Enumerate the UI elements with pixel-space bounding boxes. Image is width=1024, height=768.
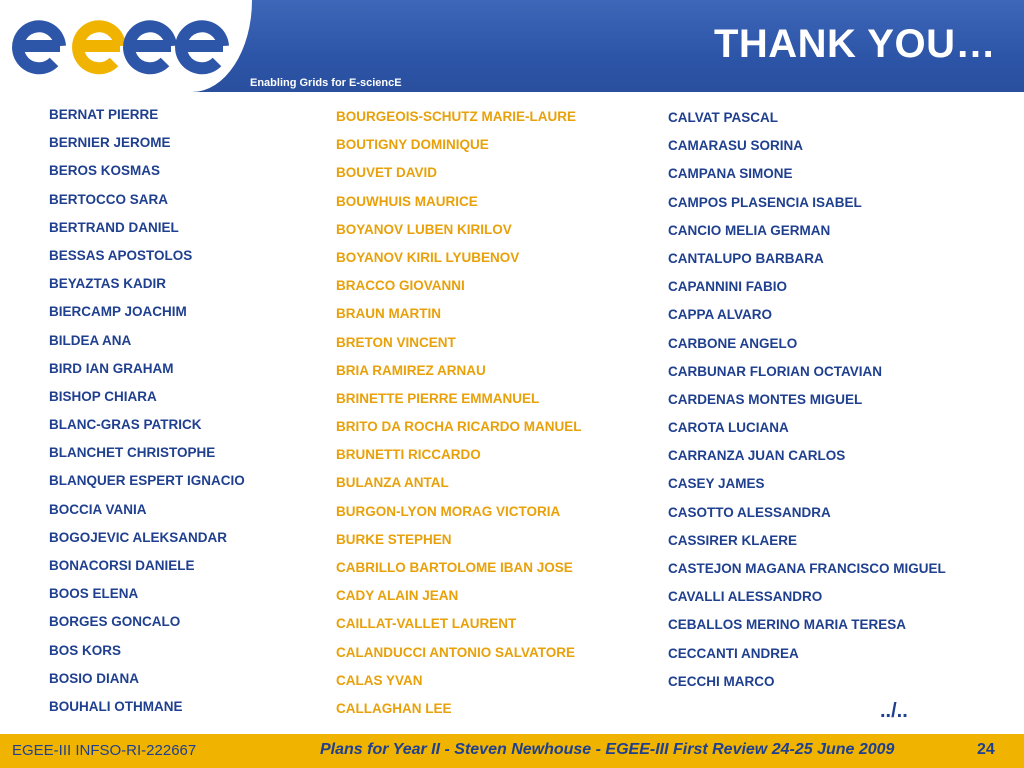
name-entry: CALVAT PASCAL	[668, 110, 778, 125]
name-entry: CABRILLO BARTOLOME IBAN JOSE	[336, 560, 573, 575]
name-entry: BRACCO GIOVANNI	[336, 278, 465, 294]
name-entry: CALANDUCCI ANTONIO SALVATORE	[336, 644, 575, 660]
name-entry: BURGON-LYON MORAG VICTORIA	[336, 503, 561, 519]
name-entry: CAMPANA SIMONE	[668, 166, 793, 182]
name-entry: BRITO DA ROCHA RICARDO MANUEL	[336, 419, 582, 435]
names-column-1	[49, 101, 245, 721]
name-entry: BURKE STEPHEN	[336, 531, 452, 547]
names-column-3	[668, 104, 946, 696]
name-entry: BIERCAMP JOACHIM	[49, 304, 187, 320]
name-entry: BOCCIA VANIA	[49, 501, 147, 517]
name-entry: CEBALLOS MERINO MARIA TERESA	[668, 617, 907, 633]
name-entry: CASTEJON MAGANA FRANCISCO MIGUEL	[668, 561, 946, 576]
name-entry: CAILLAT-VALLET LAURENT	[336, 616, 517, 632]
name-entry: CARDENAS MONTES MIGUEL	[668, 391, 863, 407]
name-entry: BERNIER JEROME	[49, 135, 171, 151]
name-entry: BLANCHET CHRISTOPHE	[49, 445, 216, 461]
names-column-2	[336, 103, 582, 723]
name-entry: BOOS ELENA	[49, 586, 139, 602]
name-entry: BOYANOV KIRIL LYUBENOV	[336, 249, 520, 265]
egee-logo	[12, 16, 234, 78]
name-entry: CAPPA ALVARO	[668, 307, 772, 323]
name-entry: BERTRAND DANIEL	[49, 219, 179, 235]
name-entry: CARBONE ANGELO	[668, 335, 798, 351]
name-entry: BRAUN MARTIN	[336, 306, 441, 322]
name-entry: CALAS YVAN	[336, 672, 423, 688]
logo-area	[0, 0, 252, 92]
name-entry: CAMARASU SORINA	[668, 138, 803, 154]
name-entry: CAMPOS PLASENCIA ISABEL	[668, 194, 862, 210]
continuation-marker: ../..	[880, 700, 908, 722]
name-entry: BOUWHUIS MAURICE	[336, 193, 478, 209]
name-entry: BOUVET DAVID	[336, 165, 438, 181]
name-entry: CASEY JAMES	[668, 476, 765, 492]
name-entry: CADY ALAIN JEAN	[336, 588, 459, 604]
name-entry: BOUHALI OTHMANE	[49, 698, 183, 714]
name-entry: BERTOCCO SARA	[49, 191, 169, 207]
name-entry: CECCHI MARCO	[668, 673, 775, 689]
tagline: Enabling Grids for E-sciencE	[250, 77, 402, 89]
name-entry: BULANZA ANTAL	[336, 475, 449, 491]
name-entry: BESSAS APOSTOLOS	[49, 247, 193, 263]
name-entry: BORGES GONCALO	[49, 614, 181, 630]
name-entry: CAROTA LUCIANA	[668, 420, 789, 436]
name-entry: BERNAT PIERRE	[49, 107, 159, 122]
name-entry: CASOTTO ALESSANDRA	[668, 504, 831, 520]
name-entry: CALLAGHAN LEE	[336, 700, 452, 716]
name-entry: CARBUNAR FLORIAN OCTAVIAN	[668, 363, 882, 379]
name-entry: BOUTIGNY DOMINIQUE	[336, 137, 489, 153]
name-entry: CAPANNINI FABIO	[668, 279, 788, 295]
name-entry: BLANQUER ESPERT IGNACIO	[49, 473, 245, 489]
name-entry: CANCIO MELIA GERMAN	[668, 222, 831, 238]
name-entry: BOS KORS	[49, 642, 122, 658]
name-entry: CAVALLI ALESSANDRO	[668, 589, 823, 605]
name-entry: BISHOP CHIARA	[49, 388, 157, 404]
name-entry: BRUNETTI RICCARDO	[336, 447, 481, 463]
name-entry: CASSIRER KLAERE	[668, 532, 798, 548]
name-entry: BILDEA ANA	[49, 332, 132, 348]
name-entry: BRIA RAMIREZ ARNAU	[336, 362, 486, 378]
name-entry: BOSIO DIANA	[49, 670, 140, 686]
name-entry: CARRANZA JUAN CARLOS	[668, 448, 846, 464]
name-entry: BOGOJEVIC ALEKSANDAR	[49, 529, 228, 545]
name-entry: CANTALUPO BARBARA	[668, 250, 824, 266]
name-entry: BIRD IAN GRAHAM	[49, 360, 174, 376]
footer-caption: Plans for Year II - Steven Newhouse - EGEE-III First Review 24-25 June 2009	[320, 741, 895, 758]
name-entry: BOYANOV LUBEN KIRILOV	[336, 221, 512, 237]
name-entry: BOURGEOIS-SCHUTZ MARIE-LAURE	[336, 109, 576, 124]
name-entry: BEROS KOSMAS	[49, 163, 161, 179]
name-entry: BEYAZTAS KADIR	[49, 276, 167, 292]
name-entry: BRETON VINCENT	[336, 334, 456, 350]
name-entry: BLANC-GRAS PATRICK	[49, 417, 202, 433]
footer-project-id: EGEE-III INFSO-RI-222667	[12, 742, 197, 759]
page-title: THANK YOU…	[713, 22, 996, 66]
name-entry: CECCANTI ANDREA	[668, 645, 799, 661]
page-number: 24	[977, 741, 995, 758]
name-entry: BONACORSI DANIELE	[49, 558, 195, 573]
name-entry: BRINETTE PIERRE EMMANUEL	[336, 390, 540, 406]
